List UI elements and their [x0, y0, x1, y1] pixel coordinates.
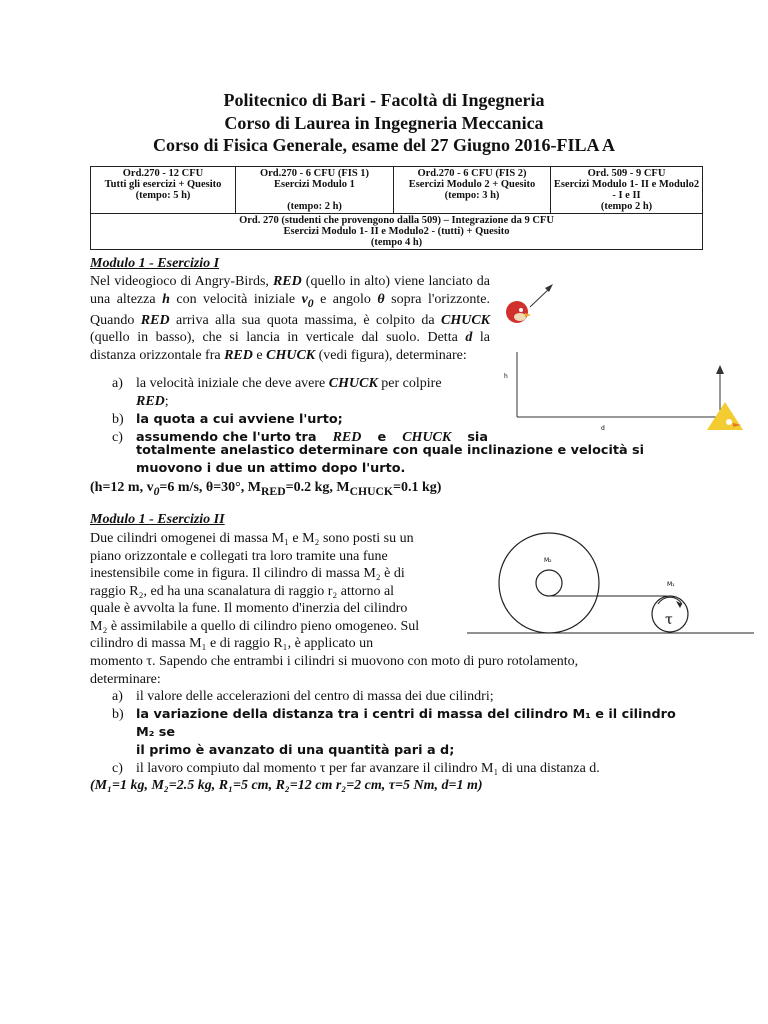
table-cell: Ord.270 - 6 CFU (FIS 1) Esercizi Modulo 1 (tempo: 2 h)	[236, 167, 394, 214]
ex1-item-c-continuation: totalmente anelastico determinare con quale inclinazione e velocità si muovono i due un attimo dopo l'urto.	[136, 443, 645, 476]
list-item: a) la velocità iniziale che deve avere CHUCK per colpire RED;	[112, 376, 442, 409]
table-row	[91, 214, 703, 250]
table-cell: Ord.270 - 12 CFU Tutti gli esercizi + Quesito (tempo: 5 h)	[91, 167, 236, 214]
ex1-paragraph: Nel videogioco di Angry-Birds, RED (quello in alto) viene lanciato da una altezza h con velocità iniziale $v_0$ e angolo θ sopra l'orizzonte. Quando RED arriva alla sua quota massima, è colpito da CHUCK (quello in basso), che si lancia in verticale dal suolo. Detta d la distanza orizzontale fra RED e CHUCK (vedi figura), determinare:	[90, 274, 491, 363]
header-line-1: Politecnico di Bari - Facoltà di Ingegneria	[223, 90, 545, 110]
ex2-list	[112, 688, 692, 778]
table-cell: Ord. 509 - 9 CFU Esercizi Modulo 1- II e Modulo2 - I e II (tempo 2 h)	[551, 167, 703, 214]
table-cell: Ord.270 - 6 CFU (FIS 2) Esercizi Modulo 2 + Quesito (tempo: 3 h)	[394, 167, 551, 214]
chuck-arrow-head	[716, 365, 724, 374]
table-row	[91, 167, 703, 214]
table-cell-wide: Ord. 270 (studenti che provengono dalla 509) – Integrazione da 9 CFU Esercizi Modulo 1- II e Modulo2 - (tutti) + Quesito (tempo 4 h)	[91, 214, 703, 250]
angry-birds-figure	[495, 272, 765, 442]
groove-r2	[536, 570, 562, 596]
header-line-3: Corso di Fisica Generale, esame del 27 Giugno 2016-FILA A	[153, 135, 615, 155]
ex2-paragraph-narrow: Due cilindri omogenei di massa M₁ e M₂ sono posti su un piano orizzontale e collegati tra loro tramite una fune inestensibile come in figura. Il cilindro di massa M₂ è di raggio R₂, ed ha una scanalatura di raggio r₂ attorno al quale è avvolta la fune. Il momento d'inerzia del cilindro M₂ è assimilabile a quello di cilindro pieno omogeneo. Sul cilindro di massa M₁ e di raggio R₁, è applicato un	[90, 531, 420, 651]
ex1-title: Modulo 1 - Esercizio I	[90, 256, 220, 271]
header-line-2: Corso di Laurea in Ingegneria Meccanica	[224, 113, 544, 133]
ex2-given: (M₁=1 kg, M₂=2.5 kg, R₁=5 cm, R₂=12 cm r₂=2 cm, τ=5 Nm, d=1 m)	[90, 778, 483, 793]
height-label: h	[504, 373, 508, 380]
red-bird-icon	[506, 301, 531, 323]
distance-label: d	[601, 425, 605, 432]
m2-label: M₂	[544, 557, 552, 564]
tau-label: τ	[665, 612, 673, 628]
ex2-title: Modulo 1 - Esercizio II	[90, 512, 225, 527]
chuck-bird-icon	[707, 402, 743, 430]
m1-label: M₁	[667, 581, 675, 588]
exam-table	[90, 166, 703, 250]
list-item: a) il valore delle accelerazioni del centro di massa dei due cilindri;	[112, 689, 494, 704]
ex1-given: (h=12 m, $v_0=6$ m/s, θ=30°, $M_{RED}=0.2$ kg, $M_{CHUCK}=0.1$ kg)	[90, 480, 442, 498]
red-arrow	[530, 288, 550, 307]
list-item: c) assumendo che l'urto tra RED e CHUCK sia	[112, 430, 488, 445]
list-item: b) la variazione della distanza tra i centri di massa del cilindro M₁ e il cilindro M₂ se il primo è avanzato di una quantità pari a d;	[112, 707, 676, 758]
ex1-list	[112, 375, 490, 447]
list-item: c) il lavoro compiuto dal momento τ per far avanzare il cilindro M₁ di una distanza d.	[112, 761, 600, 776]
cylinder-m2	[499, 533, 599, 633]
ex2-paragraph-wide: momento τ. Sapendo che entrambi i cilindri si muovono con moto di puro rotolamento, determinare:	[90, 654, 579, 687]
red-arrow-head	[545, 284, 553, 292]
list-item: b) la quota a cui avviene l'urto;	[112, 412, 343, 427]
cylinders-figure	[462, 528, 762, 640]
